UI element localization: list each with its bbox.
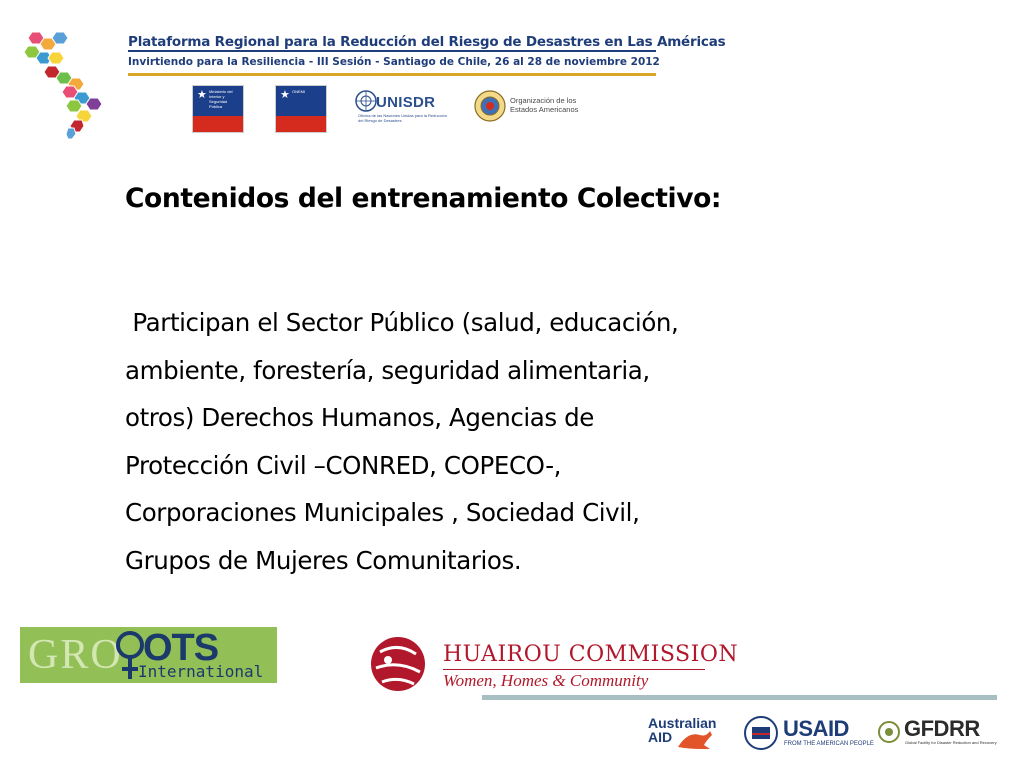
oea-name: Organización de los Estados Americanos <box>510 96 579 114</box>
banner-divider <box>128 50 656 52</box>
onemi-logo: ★ ONEMI <box>275 85 327 133</box>
body-line: Participan el Sector Público (salud, educación, <box>125 308 679 337</box>
americas-map-logo <box>22 28 114 140</box>
huairou-tagline: Women, Homes & Community <box>443 671 649 690</box>
star-icon: ★ <box>197 89 207 101</box>
huairou-commission-name: HUAIROU COMMISSION <box>443 642 739 667</box>
gfdrr-wordmark: GFDRR <box>904 716 980 741</box>
huairou-divider <box>443 669 705 670</box>
usaid-wordmark: USAID <box>783 716 849 741</box>
grootz-ots-text: OTS <box>143 627 219 669</box>
body-line: Corporaciones Municipales , Sociedad Civil, <box>125 498 640 528</box>
grootz-gro-text: GRO <box>28 632 123 678</box>
oea-seal-icon <box>474 90 506 122</box>
slide-body <box>125 299 905 585</box>
star-icon: ★ <box>280 89 290 101</box>
banner-subtitle: Invirtiendo para la Resiliencia - III Sesión - Santiago de Chile, 26 al 28 de noviembre 2012 <box>128 56 660 68</box>
banner-title: Plataforma Regional para la Reducción del Riesgo de Desastres en Las Américas <box>128 34 726 50</box>
unisdr-subtitle: Oficina de las Naciones Unidas para la Reducción del Riesgo de Desastres <box>358 113 447 123</box>
body-line: otros) Derechos Humanos, Agencias de <box>125 403 594 433</box>
body-line: ambiente, forestería, seguridad alimentaria, <box>125 355 650 385</box>
australian-aid-logo: Australian AID <box>648 715 717 745</box>
body-line: Grupos de Mujeres Comunitarios. <box>125 545 522 575</box>
usaid-seal-icon <box>744 716 778 750</box>
usaid-tagline: FROM THE AMERICAN PEOPLE <box>784 741 874 747</box>
body-line: Protección Civil –CONRED, COPECO-, <box>125 450 562 480</box>
unisdr-wordmark: UNISDR <box>376 94 436 111</box>
banner-gold-divider <box>128 73 656 76</box>
slide-heading: Contenidos del entrenamiento Colectivo: <box>125 183 722 214</box>
footer-divider-bar <box>482 695 997 700</box>
grootz-international-text: International <box>138 662 264 681</box>
gfdrr-subtitle: Global Facility for Disaster Reduction and Recovery <box>905 740 997 745</box>
un-emblem-icon <box>355 90 377 112</box>
chile-ministry-logo: ★ Ministerio del Interior y Seguridad Pública <box>192 85 244 133</box>
kangaroo-icon <box>676 727 716 751</box>
grootz-international-logo <box>20 627 277 683</box>
huairou-globe-icon <box>368 634 428 694</box>
gfdrr-emblem-icon <box>878 721 900 743</box>
